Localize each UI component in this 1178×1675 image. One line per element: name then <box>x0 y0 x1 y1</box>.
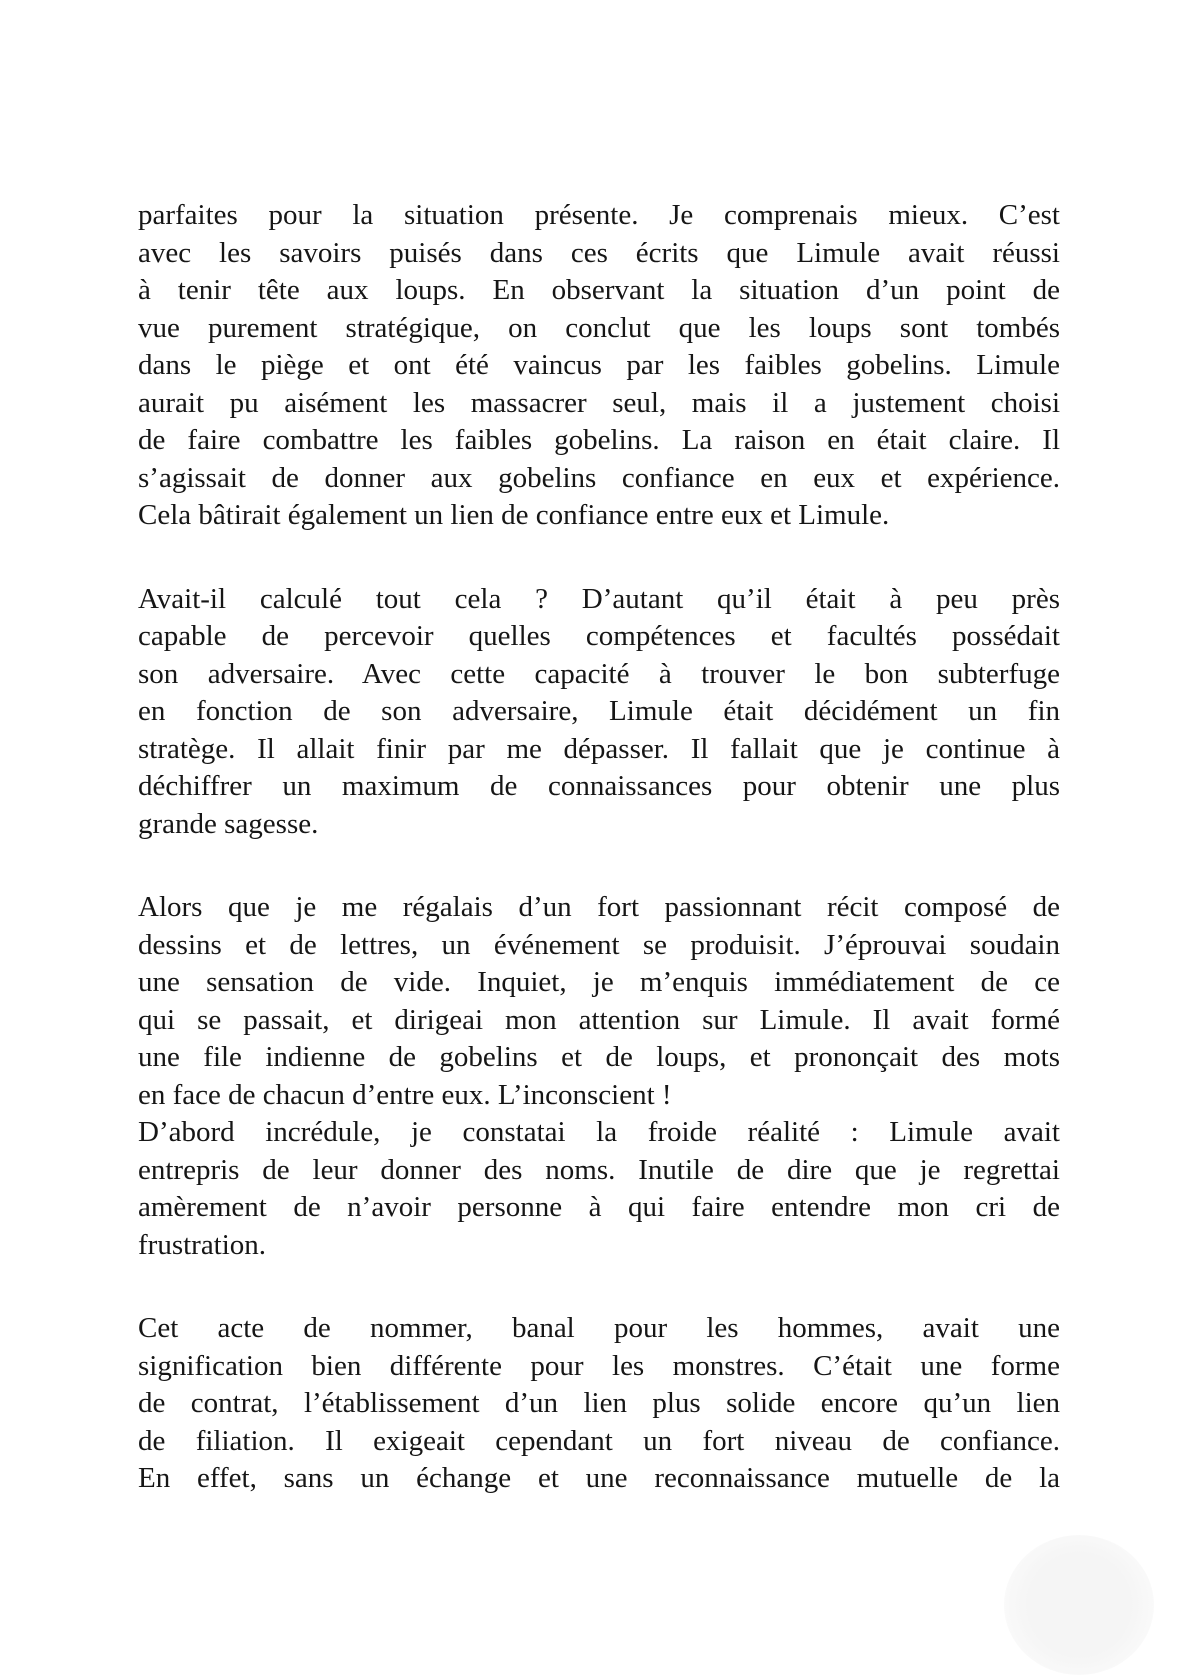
text-line: de filiation. Il exigeait cependant un fort niveau de confiance. <box>138 1424 1060 1457</box>
text-line: dessins et de lettres, un événement se produisit. J’éprouvai soudain <box>138 928 1060 961</box>
paragraph-4 <box>138 1114 1060 1264</box>
text-line: entrepris de leur donner des noms. Inutile de dire que je regrettai <box>138 1153 1060 1186</box>
paragraph-2 <box>138 581 1060 844</box>
text-line: Alors que je me régalais d’un fort passionnant récit composé de <box>138 891 1060 923</box>
text-line: aurait pu aisément les massacrer seul, mais il a justement choisi <box>138 386 1060 419</box>
paragraph-3 <box>138 889 1060 1114</box>
text-line: une sensation de vide. Inquiet, je m’enquis immédiatement de ce <box>138 966 1060 998</box>
text-line: D’abord incrédule, je constatai la froide réalité : Limule avait <box>138 1116 1060 1148</box>
text-line: amèrement de n’avoir personne à qui faire entendre mon cri de <box>138 1191 1060 1223</box>
text-line: capable de percevoir quelles compétences et facultés possédait <box>138 620 1060 652</box>
text-line: déchiffrer un maximum de connaissances pour obtenir une plus <box>138 770 1060 802</box>
text-line: de faire combattre les faibles gobelins. La raison en était claire. Il <box>138 424 1060 456</box>
text-line: parfaites pour la situation présente. Je comprenais mieux. C’est <box>138 199 1060 231</box>
text-line: à tenir tête aux loups. En observant la situation d’un point de <box>138 274 1060 306</box>
text-line: En effet, sans un échange et une reconnaissance mutuelle de la <box>138 1462 1060 1494</box>
text-line: son adversaire. Avec cette capacité à trouver le bon subterfuge <box>138 657 1060 690</box>
text-line: en fonction de son adversaire, Limule était décidément un fin <box>138 695 1060 727</box>
text-line: de contrat, l’établissement d’un lien plus solide encore qu’un lien <box>138 1387 1060 1419</box>
text-line: qui se passait, et dirigeai mon attention sur Limule. Il avait formé <box>138 1003 1060 1036</box>
text-line: grande sagesse. <box>138 807 319 840</box>
text-line: avec les savoirs puisés dans ces écrits que Limule avait réussi <box>138 236 1060 269</box>
text-line: Avait-il calculé tout cela ? D’autant qu’il était à peu près <box>138 582 1060 615</box>
text-line: Cet acte de nommer, banal pour les hommes, avait une <box>138 1312 1060 1344</box>
text-line: dans le piège et ont été vaincus par les faibles gobelins. Limule <box>138 349 1060 381</box>
paragraph-5 <box>138 1310 1060 1498</box>
paragraph-1 <box>138 197 1060 535</box>
page-curl-shadow <box>1004 1535 1154 1675</box>
text-line: vue purement stratégique, on conclut que les loups sont tombés <box>138 311 1060 344</box>
text-line: s’agissait de donner aux gobelins confiance en eux et expérience. <box>138 461 1060 494</box>
text-line: en face de chacun d’entre eux. L’inconscient ! <box>138 1078 672 1111</box>
text-line: frustration. <box>138 1228 267 1261</box>
text-line: une file indienne de gobelins et de loups, et prononçait des mots <box>138 1041 1060 1073</box>
text-line: signification bien différente pour les monstres. C’était une forme <box>138 1349 1060 1382</box>
text-line: stratège. Il allait finir par me dépasser. Il fallait que je continue à <box>138 732 1060 765</box>
text-line: Cela bâtirait également un lien de confiance entre eux et Limule. <box>138 499 890 531</box>
text-block <box>138 197 1060 1498</box>
